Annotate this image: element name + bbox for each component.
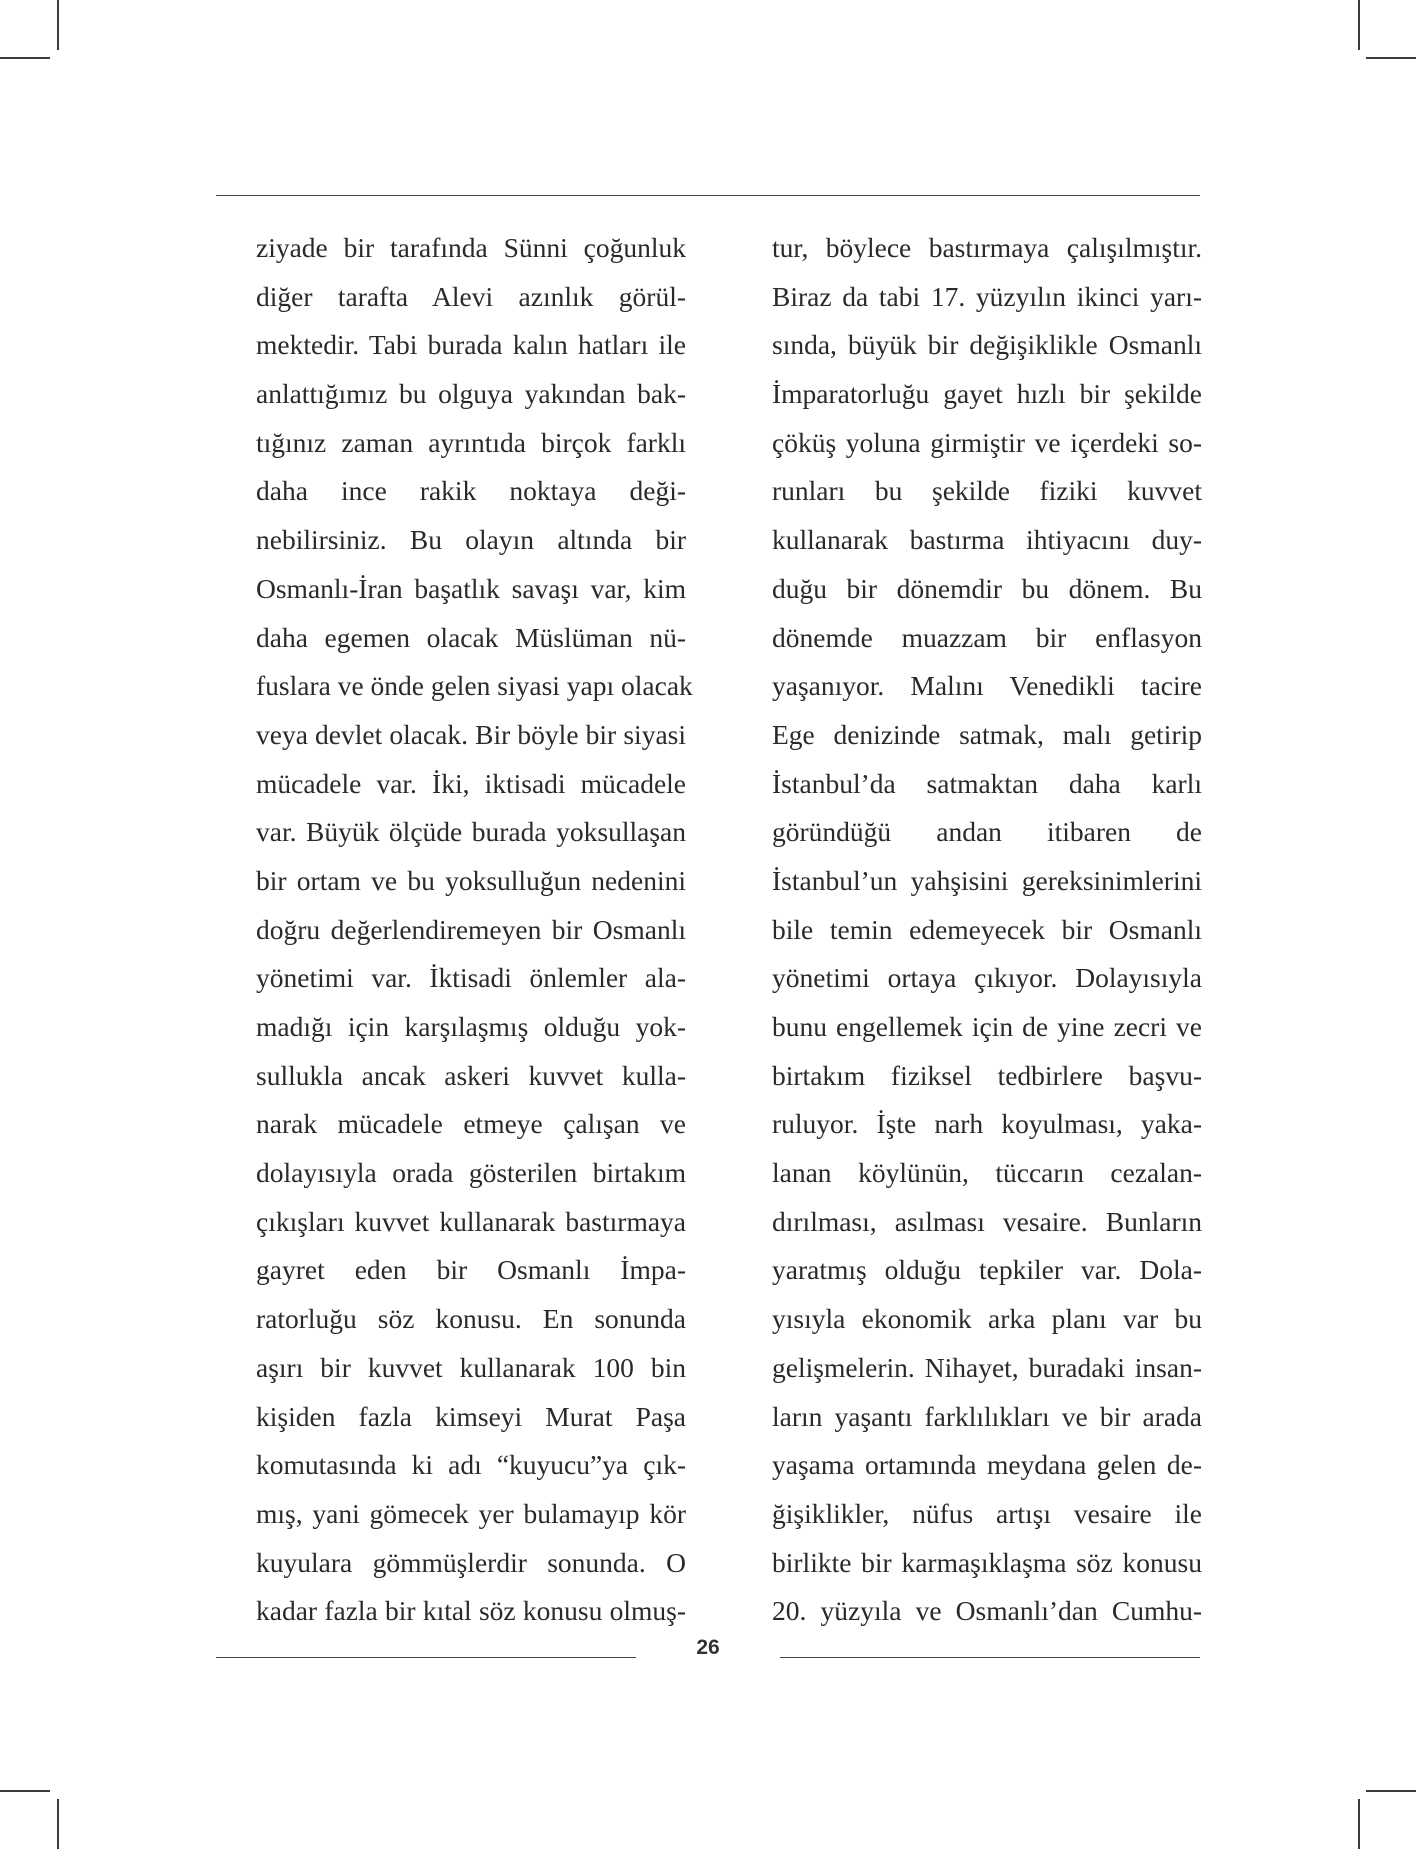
text-line: yaşama ortamında meydana gelen de- [772,1449,1202,1481]
text-line: kadar fazla bir kıtal söz konusu olmuş- [256,1595,686,1627]
text-line: gayret eden bir Osmanlı İmpa- [256,1254,686,1286]
right-text-column [772,224,1202,1636]
text-line: kişiden fazla kimseyi Murat Paşa [256,1400,686,1432]
page-number: 26 [696,1636,720,1659]
crop-mark-top-right-vertical [1358,0,1360,50]
text-line: İstanbul’da satmaktan daha karlı [772,767,1202,799]
text-line: ruluyor. İşte narh koyulması, yaka- [772,1108,1202,1140]
text-line: var. Büyük ölçüde burada yoksullaşan [256,816,686,848]
text-line: çıkışları kuvvet kullanarak bastırmaya [256,1205,686,1237]
text-line: daha egemen olacak Müslüman nü- [256,621,686,653]
text-line: 20. yüzyıla ve Osmanlı’dan Cumhu- [772,1595,1202,1627]
text-line: Ege denizinde satmak, malı getirip [772,718,1202,750]
text-line: aşırı bir kuvvet kullanarak 100 bin [256,1351,686,1383]
text-line: mücadele var. İki, iktisadi mücadele [256,767,686,799]
text-line: yaratmış olduğu tepkiler var. Dola- [772,1254,1202,1286]
text-line: bunu engellemek için de yine zecri ve [772,1011,1202,1042]
text-line: dolayısıyla orada gösterilen birtakım [256,1157,686,1189]
text-line: veya devlet olacak. Bir böyle bir siyasi [256,718,686,750]
text-line: tur, böylece bastırmaya çalışılmıştır. [772,232,1202,263]
text-line: tığınız zaman ayrıntıda birçok farklı [256,426,686,458]
text-line: bile temin edemeyecek bir Osmanlı [772,913,1202,945]
text-line: nebilirsiniz. Bu olayın altında bir [256,524,686,556]
left-text-column [256,224,693,1636]
footer-rule-left [216,1657,636,1658]
text-line: anlattığımız bu olguya yakından bak- [256,378,686,410]
crop-mark-top-left-vertical [57,0,59,50]
text-line: İstanbul’un yahşisini gereksinimlerini [772,864,1202,896]
text-line: duğu bir dönemdir bu dönem. Bu [772,572,1202,604]
text-line: İmparatorluğu gayet hızlı bir şekilde [772,378,1202,410]
text-line: mektedir. Tabi burada kalın hatları ile [256,329,686,361]
text-line: Osmanlı-İran başatlık savaşı var, kim [256,572,686,604]
text-line: sında, büyük bir değişiklikle Osmanlı [772,329,1202,361]
text-line: fuslara ve önde gelen siyasi yapı olacak [256,670,693,702]
text-line: ziyade bir tarafında Sünni çoğunluk [256,232,686,263]
crop-mark-bottom-left-vertical [57,1799,59,1849]
crop-mark-bottom-right-vertical [1358,1799,1360,1849]
text-line: doğru değerlendiremeyen bir Osmanlı [256,913,686,945]
text-line: yısıyla ekonomik arka planı var bu [772,1303,1202,1335]
text-line: madığı için karşılaşmış olduğu yok- [256,1011,686,1042]
text-line: Biraz da tabi 17. yüzyılın ikinci yarı- [772,280,1202,312]
text-line: yönetimi ortaya çıkıyor. Dolayısıyla [772,962,1202,994]
text-line: çöküş yoluna girmiştir ve içerdeki so- [772,426,1202,458]
text-line: dırılması, asılması vesaire. Bunların [772,1205,1202,1237]
text-line: sullukla ancak askeri kuvvet kulla- [256,1059,686,1091]
text-line: birtakım fiziksel tedbirlere başvu- [772,1059,1202,1091]
text-line: ların yaşantı farklılıkları ve bir arada [772,1400,1202,1432]
text-line: gelişmelerin. Nihayet, buradaki insan- [772,1351,1202,1383]
text-line: dönemde muazzam bir enflasyon [772,621,1202,653]
text-line: narak mücadele etmeye çalışan ve [256,1108,686,1140]
footer-rule-right [780,1657,1200,1658]
text-line: yaşanıyor. Malını Venedikli tacire [772,670,1202,702]
text-line: yönetimi var. İktisadi önlemler ala- [256,962,686,994]
text-line: lanan köylünün, tüccarın cezalan- [772,1157,1202,1189]
text-line: kuyulara gömmüşlerdir sonunda. O [256,1546,686,1578]
text-line: runları bu şekilde fiziki kuvvet [772,475,1202,507]
text-line: göründüğü andan itibaren de [772,816,1202,848]
text-line: daha ince rakik noktaya deği- [256,475,686,507]
text-line: kullanarak bastırma ihtiyacını duy- [772,524,1202,556]
crop-mark-bottom-left-horizontal [0,1790,50,1792]
text-line: mış, yani gömecek yer bulamayıp kör [256,1497,686,1529]
crop-mark-bottom-right-horizontal [1366,1790,1416,1792]
crop-mark-top-right-horizontal [1366,57,1416,59]
text-line: ratorluğu söz konusu. En sonunda [256,1303,686,1335]
text-line: diğer tarafta Alevi azınlık görül- [256,280,686,312]
header-rule [216,195,1200,196]
text-line: komutasında ki adı “kuyucu”ya çık- [256,1449,686,1481]
crop-mark-top-left-horizontal [0,57,50,59]
text-line: birlikte bir karmaşıklaşma söz konusu [772,1546,1202,1578]
text-line: bir ortam ve bu yoksulluğun nedenini [256,864,686,896]
text-line: ğişiklikler, nüfus artışı vesaire ile [772,1497,1202,1529]
